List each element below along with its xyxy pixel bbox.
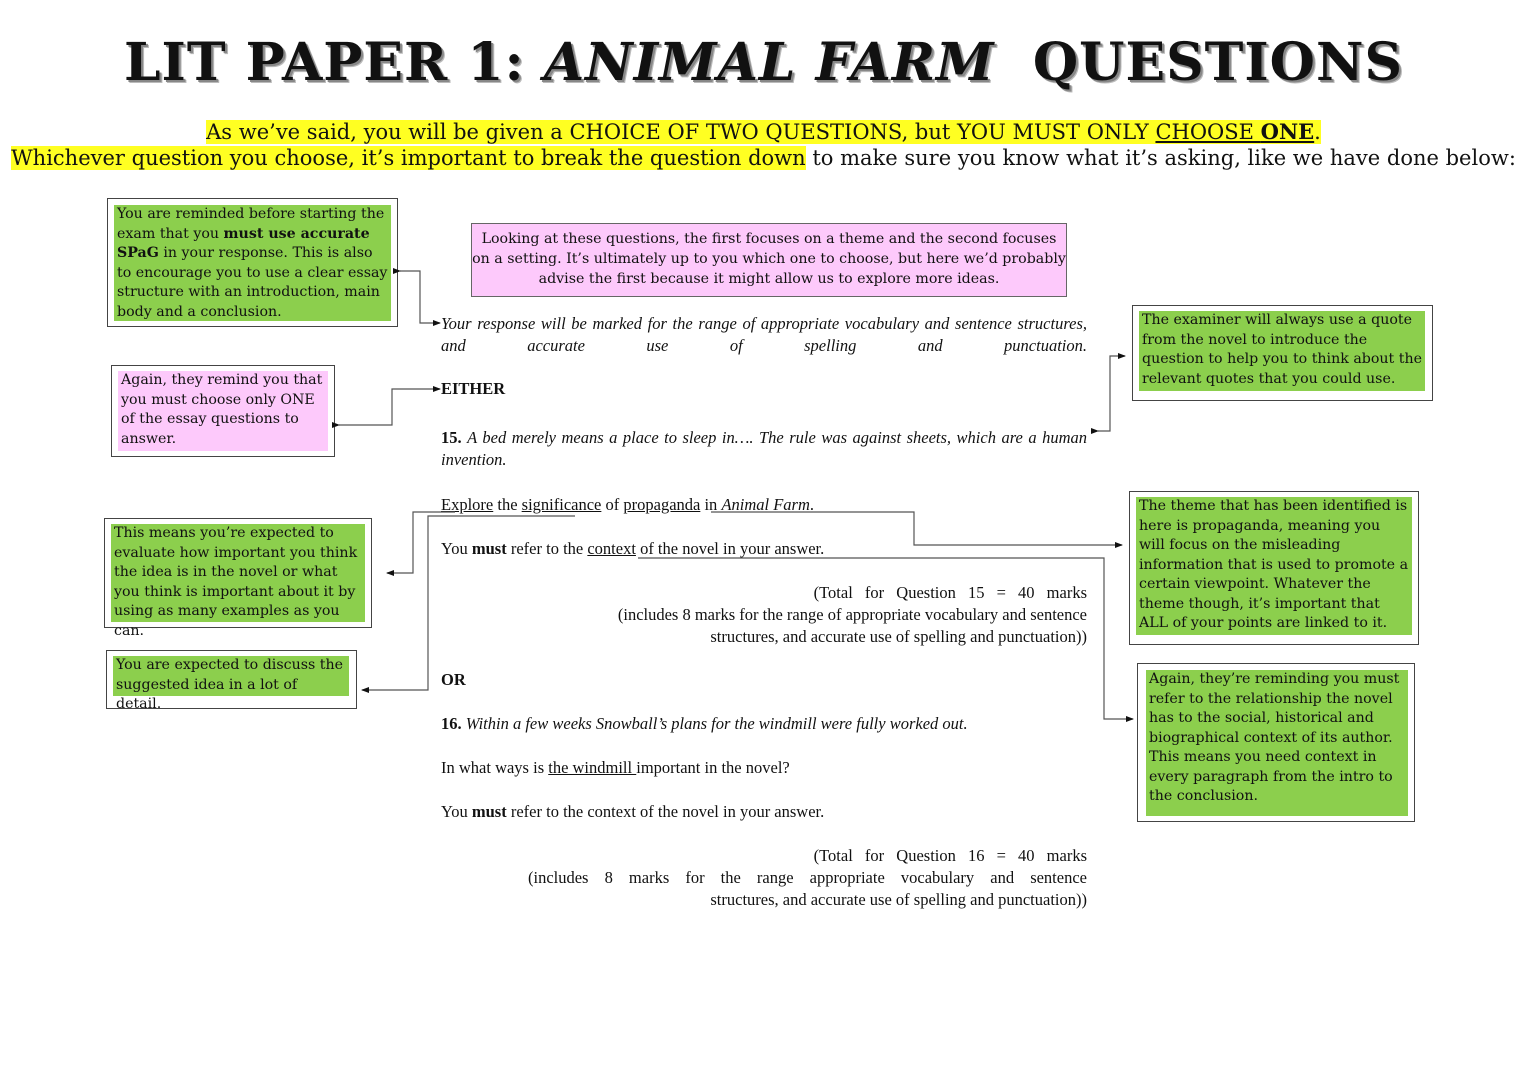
q16-text: In what ways is: [441, 758, 549, 777]
q15-text: of the novel in your answer.: [635, 539, 825, 558]
note-theme: [1129, 491, 1419, 645]
note-theme-text: The theme that has been identified is here is propaganda, meaning you will focus on the misleading information that is used to promote a certain viewpoint. Whatever the theme though, it’s important that ALL of your points are linked to it.: [1136, 497, 1412, 635]
choose-text: CHOOSE: [1155, 120, 1261, 144]
title-part-3: QUESTIONS: [1032, 32, 1404, 93]
q15-quote-block: [441, 427, 1087, 471]
intro-line-2: [0, 145, 1527, 172]
q15-quote: A bed merely means a place to sleep in…. The rule was against sheets, which are a human invention.: [441, 428, 1087, 469]
q16-windmill: the windmill: [548, 758, 637, 777]
note-advice: Looking at these questions, the first focuses on a theme and the second focuses on a setting. It’s ultimately up to you which one to choose, but here we’d probably advise the first because it might allow us to explore more ideas.: [471, 223, 1067, 297]
intro-line-1-highlight: [206, 120, 1321, 144]
one-text: ONE: [1260, 119, 1315, 144]
q15-text: in: [700, 495, 722, 514]
q16-text: important in the novel?: [636, 758, 790, 777]
q15-text: refer to the: [506, 539, 588, 558]
period: .: [1314, 120, 1321, 144]
arrow-either: [339, 389, 440, 425]
q15-text: You: [441, 539, 472, 558]
page-title: [0, 32, 1527, 93]
note-evaluate: [104, 518, 372, 639]
note-choose-one: [111, 365, 335, 457]
q15-propaganda: propaganda: [623, 495, 701, 514]
exam-instruction: Your response will be marked for the range of appropriate vocabulary and sentence structures, and accurate use of spelling and punctuation.: [441, 314, 1087, 355]
q15-includes-2: structures, and accurate use of spelling and punctuation)): [710, 627, 1087, 646]
intro-text: As we’ve said, you will be given a CHOICE OF TWO QUESTIONS, but YOU MUST ONLY: [206, 120, 1156, 144]
note-detail-text: You are expected to discuss the suggested idea in a lot of detail.: [113, 656, 349, 696]
q15-total: (Total for Question 15 = 40 marks: [813, 583, 1087, 602]
either-label: EITHER: [441, 379, 506, 398]
exam-instruction-line: [441, 313, 1087, 357]
q15-novel-title: Animal Farm: [721, 495, 810, 514]
q16-text: refer to the context of the novel in your answer.: [506, 802, 825, 821]
q16-context-line: [441, 801, 1087, 823]
q15-includes-1: (includes 8 marks for the range of appropriate vocabulary and sentence: [617, 605, 1087, 624]
q16-total: (Total for Question 16 = 40 marks: [813, 846, 1087, 865]
note-quote-text: The examiner will always use a quote from the novel to introduce the question to help you to think about the relevant quotes that you could use.: [1139, 311, 1425, 391]
title-part-2: ANIMAL FARM: [543, 32, 995, 93]
q15-context-word: context: [587, 539, 636, 558]
note-text: You are reminded before starting the exam that you: [117, 206, 385, 242]
note-evaluate-text: This means you’re expected to evaluate how important you think the idea is in the novel or what you think is important about it by using as many examples as you can.: [111, 524, 365, 622]
q16-quote-block: [441, 713, 1087, 735]
note-quote: [1132, 305, 1433, 401]
q16-number: 16.: [441, 714, 462, 733]
arrow-quote: [1098, 356, 1125, 431]
q15-number: 15.: [441, 428, 462, 447]
q15-task: [441, 494, 1087, 516]
title-part-1: LIT PAPER 1:: [123, 32, 544, 93]
note-bold-text: must use accurate SPaG: [117, 225, 370, 261]
q15-must: must: [471, 539, 507, 558]
q15-explore: Explore: [441, 495, 494, 514]
q15-text: .: [809, 495, 815, 514]
q15-context-line: [441, 538, 1087, 560]
note-context-text: Again, they’re reminding you must refer to the relationship the novel has to the social, historical and biographical context of its author. This means you need context in every paragraph from the intro to the conclusion.: [1146, 670, 1408, 816]
note-context: [1137, 663, 1415, 822]
q16-quote: Within a few weeks Snowball’s plans for the windmill were fully worked out.: [465, 714, 968, 733]
q15-significance: significance: [521, 495, 602, 514]
note-detail: [106, 650, 357, 712]
intro-line-1: [0, 118, 1527, 146]
or-label: OR: [441, 670, 466, 689]
q16-includes-2: structures, and accurate use of spelling and punctuation)): [710, 890, 1087, 909]
intro-line-2-highlight: Whichever question you choose, it’s important to break the question down: [11, 146, 806, 170]
q16-must: must: [471, 802, 507, 821]
q16-text: You: [441, 802, 472, 821]
q15-text: of: [601, 495, 624, 514]
q16-task: [441, 757, 1087, 779]
q15-text: the: [493, 495, 522, 514]
intro-line-2-rest: to make sure you know what it’s asking, like we have done below:: [805, 146, 1516, 170]
note-choose-one-text: Again, they remind you that you must choose only ONE of the essay questions to answer.: [118, 371, 328, 451]
note-text: in your response. This is also to encourage you to use a clear essay structure with an introduction, main body and a conclusion.: [117, 245, 388, 320]
q16-includes-1: (includes 8 marks for the range appropriate vocabulary and sentence: [528, 868, 1087, 887]
arrow-spag: [400, 271, 440, 323]
note-spag: [107, 198, 398, 327]
note-spag-text: [114, 205, 391, 321]
